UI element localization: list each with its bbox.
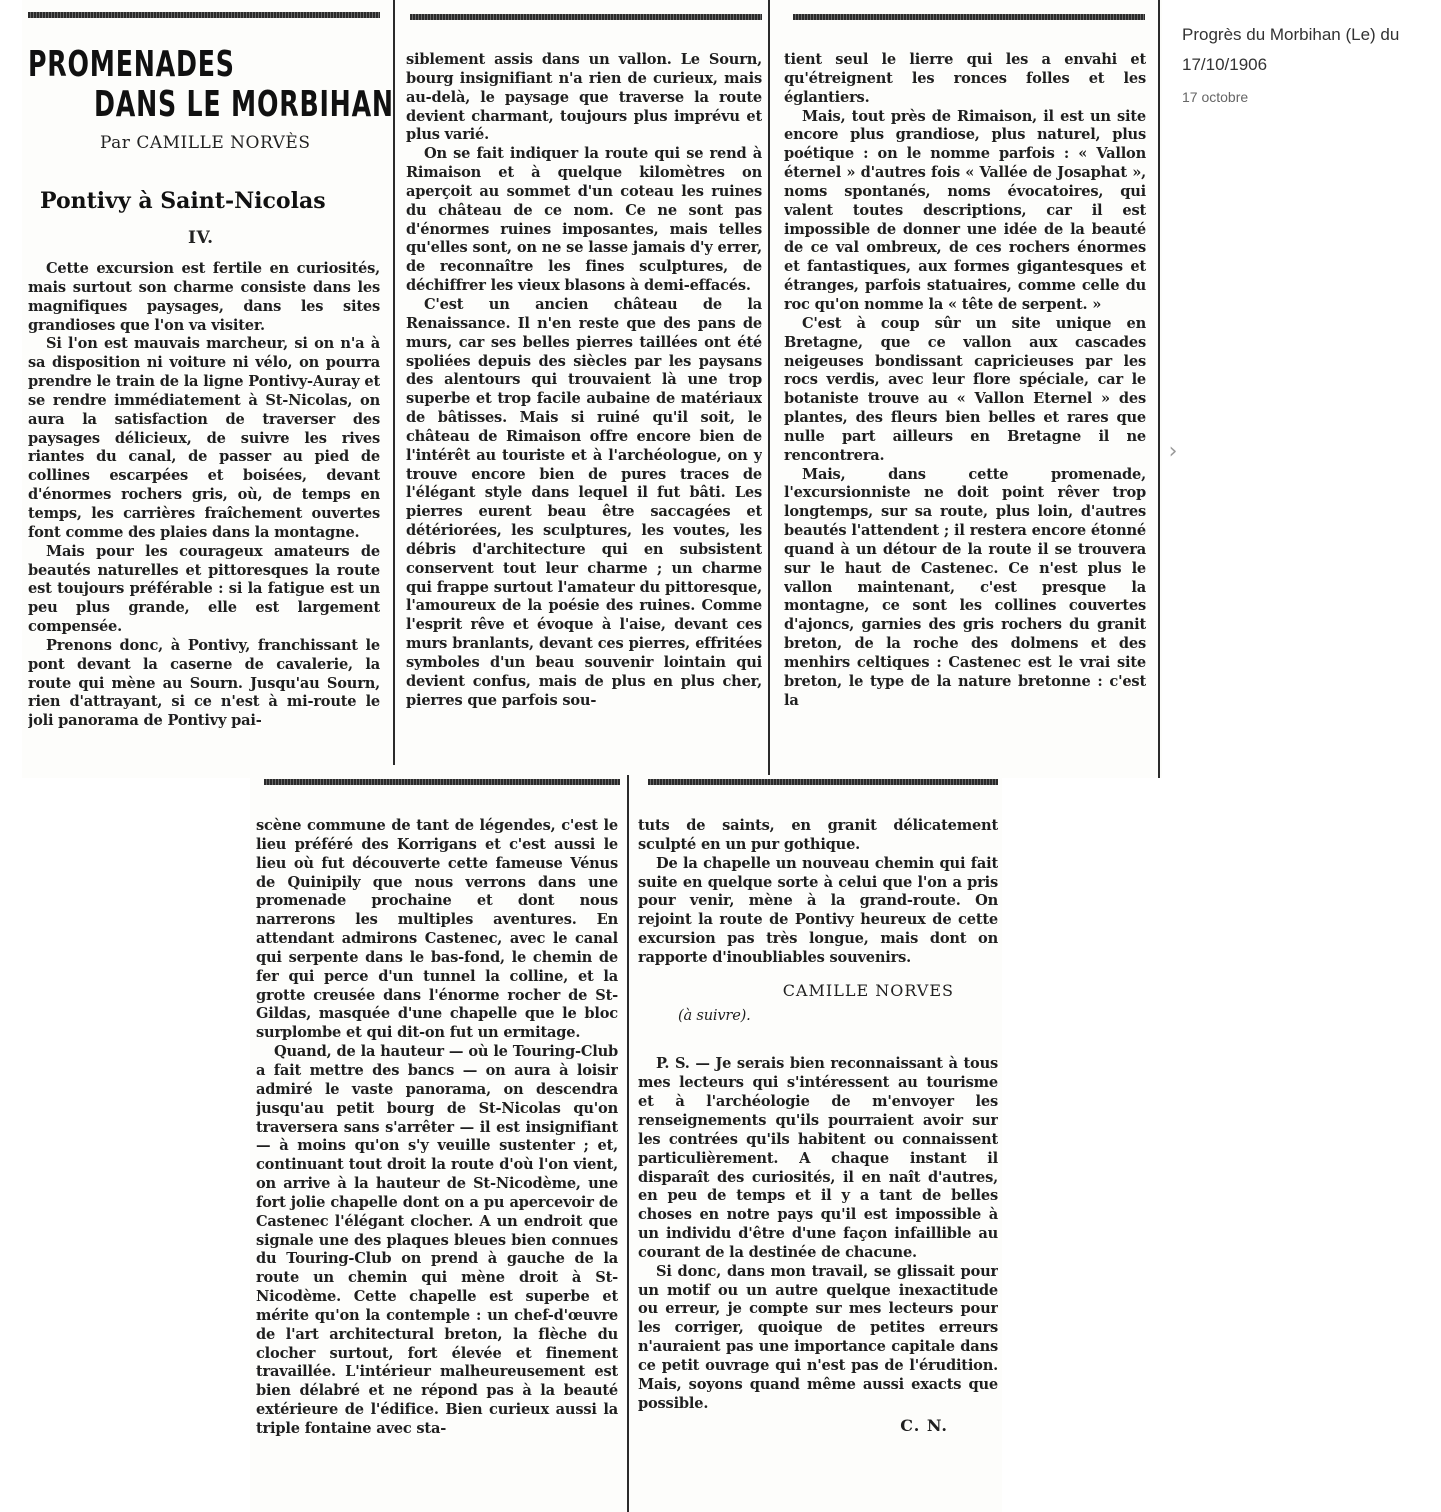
- headline-line1: PROMENADES: [28, 44, 235, 85]
- paragraph: On se fait indiquer la route qui se rend à Rimaison et à quelque kilomètres on aperçoit au sommet d'un coteau les ruines du château de ce nom. Ce ne sont pas d'énormes ruines imposantes, mais telles qu'elles sont, on ne se lasse jamais d'y errer, de reconnaître les fines sculptures, de déchiffrer les vieux blasons à demi-effacés.: [406, 145, 762, 295]
- paragraph: Mais, tout près de Rimaison, il est un site encore plus grandiose, plus naturel, plus poétique : on le nomme parfois : « Vallon éternel » d'autres fois « Vallée de Josaphat », noms spontanés, noms évocatoires, qui valent toutes descriptions, car il est impossible de donner une idée de la beauté de ce val ombreux, de ces rochers énormes et fantastiques, aux formes gigantesques et étranges, parfois statuaires, comme celle du roc qu'on nomme la « tête de serpent. »: [784, 107, 1146, 313]
- column-rule: [793, 14, 1145, 20]
- paragraph: Quand, de la hauteur — où le Touring-Club a fait mettre des bancs — on aura à loisir admiré le vaste panorama, on descendra jusqu'au petit bourg de St-Nicolas qu'on traversera sans s'arrêter — il est insignifiant — à moins qu'on s'y veuille sustenter ; et, continuant tout droit la route d'où l'on vient, on arrive à la hauteur de St-Nicodème, une fort jolie chapelle dont on a pu apercevoir de Castenec l'élégant clocher. A un endroit que signale une des plaques bleues bien connues du Touring-Club on prend à gauche de la route un chemin qui mène droit à St-Nicodème. Cette chapelle est superbe et mérite qu'on la contemple : un chef-d'œuvre de l'art architectural breton, la flèche du clocher surtout, fort élevée et finement travaillée. L'intérieur malheureusement est bien délabré et ne répond pas à la beauté extérieure de l'édifice. Bien curieux aussi la triple fontaine avec sta-: [256, 1043, 618, 1437]
- article-column-3: [784, 51, 1146, 757]
- article-column-2: [406, 51, 762, 756]
- paragraph: Prenons donc, à Pontivy, franchissant le pont devant la caserne de cavalerie, la route qui mène au Sourn. Jusqu'au Sourn, rien d'attrayant, si ce n'est à mi-route le joli panorama de Pontivy pai-: [28, 636, 380, 730]
- paragraph: Mais pour les courageux amateurs de beautés naturelles et pittoresques la route est toujours préférable : si la fatigue est un peu plus grande, elle est largement compensée.: [28, 542, 380, 636]
- paragraph: De la chapelle un nouveau chemin qui fait suite en quelque sorte à celui que l'on a pris pour venir, mène à la grand-route. On rejoint la route de Pontivy heureux de cette excursion pas très longue, mais dont on rapporte d'inoubliables souvenirs.: [638, 854, 998, 966]
- document-date: 17 octobre: [1182, 89, 1249, 105]
- column-rule: [648, 779, 998, 785]
- paragraph: tient seul le lierre qui les a envahi et qu'étreignent les ronces folles et les églantiers.: [784, 51, 1146, 106]
- paragraph: Si l'on est mauvais marcheur, si on n'a à sa disposition ni voiture ni vélo, on pourra prendre le train de la ligne Pontivy-Auray et se rendre immédiatement à St-Nicolas, on aura la satisfaction de traverser des paysages délicieux, de suivre les rives riantes du canal, de passer au pied de collines escarpées et boisées, devant d'énormes rochers gris, où, de temps en temps, les carrières fraîchement ouvertes font comme des plaies dans la montagne.: [28, 335, 380, 541]
- document-title: Progrès du Morbihan (Le) du 17/10/1906: [1182, 25, 1400, 74]
- part-number: IV.: [188, 228, 214, 248]
- postscript: P. S. — Je serais bien reconnaissant à tous mes lecteurs qui s'intéressent au tourisme et à l'archéologie de m'envoyer les renseignements qu'ils pourraient avoir sur les contrées qu'ils habitent ou connaissent particulièrement. A chaque instant il disparaît des curiosités, il en naît d'autres, en peu de temps et il y a tant de belles choses en notre pays qu'il est impossible à un individu d'être d'une façon infaillible au courant de la destinée de chacune.: [638, 1055, 998, 1261]
- byline: Par CAMILLE NORVÈS: [100, 133, 311, 153]
- column-divider: [768, 0, 770, 775]
- subtitle: Pontivy à Saint-Nicolas: [40, 188, 326, 214]
- paragraph: tuts de saints, en granit délicatement sculpté en un pur gothique.: [638, 817, 998, 853]
- article-column-1: [28, 260, 380, 755]
- article-column-5: [638, 817, 998, 1497]
- paragraph: C'est un ancien château de la Renaissance. Il n'en reste que des pans de murs, car ses belles pierres taillées ont été spoliées depuis des siècles par les paysans des alentours qui trouvaient là une trop superbe et trop facile aubaine de matériaux de bâtisses. Mais si ruiné qu'il soit, le château de Rimaison offre encore bien de l'intérêt au touriste et à l'archéologue, on y trouve encore bien de pures traces de l'élégant style dans lequel il fut bâti. Les pierres eurent beau être saccagées et détériorées, les sculptures, les voutes, les débris d'architecture qui en subsistent conservent tout leur charme ; un charme qui frappe surtout l'amateur du pittoresque, l'amoureux de la poésie des ruines. Comme l'esprit rêve et évoque à l'aise, devant ces murs branlants, devant ces pierres, effritées symboles d'un beau souvenir lointain qui devient confus, mais de plus en plus cher, pierres que parfois sou-: [406, 295, 762, 709]
- column-divider: [1158, 0, 1160, 778]
- headline-line2: DANS LE MORBIHAN: [94, 84, 394, 125]
- initials: C. N.: [900, 1416, 948, 1436]
- column-divider: [627, 775, 629, 1512]
- postscript: Si donc, dans mon travail, se glissait pour un motif ou un autre quelque inexactitude ou erreur, je compte sur mes lecteurs pour les corriger, quoique de petites erreurs n'auraient pas une importance capitale dans ce petit ouvrage qui n'est pas de l'érudition. Mais, soyons quand même aussi exacts que possible.: [638, 1262, 998, 1412]
- paragraph: C'est à coup sûr un site unique en Bretagne, que ce vallon aux cascades neigeuses bondissant capricieuses par les rocs verdis, avec leur flore spéciale, car le botaniste trouve au « Vallon Eternel » des plantes, des fleurs bien belles et rares que nulle part ailleurs en Bretagne il ne rencontrera.: [784, 314, 1146, 464]
- paragraph: Mais, dans cette promenade, l'excursionniste ne doit point rêver trop longtemps, sur sa route, plus loin, d'autres beautés l'attendent ; il restera encore étonné quand à un détour de la route il se trouvera sur le haut de Castenec. Ce n'est plus le vallon maintenant, c'est presque la montagne, ce sont les collines couvertes d'ajoncs, garnies des gris rochers du granit breton, de la roche des dolmens et des menhirs celtiques : Castenec est le vrai site breton, le type de la nature bretonne : c'est la: [784, 465, 1146, 709]
- column-rule: [28, 12, 380, 18]
- column-rule: [264, 779, 620, 785]
- paragraph: siblement assis dans un vallon. Le Sourn, bourg insignifiant n'a rien de curieux, mais au-delà, le paysage que traverse la route devient charmant, toujours plus imprévu et plus varié.: [406, 51, 762, 144]
- signature: CAMILLE NORVES: [782, 980, 954, 1000]
- clipping-bottom: [250, 775, 1002, 1512]
- clipping-top: [22, 0, 1162, 778]
- chevron-right-icon[interactable]: ›: [1168, 438, 1178, 464]
- to-follow: (à suivre).: [678, 1006, 751, 1024]
- paragraph: Cette excursion est fertile en curiosités, mais surtout son charme consiste dans les magnifiques paysages, dans les sites grandioses que l'on va visiter.: [28, 260, 380, 334]
- column-rule: [410, 14, 762, 20]
- article-column-4: [256, 817, 618, 1512]
- paragraph: scène commune de tant de légendes, c'est le lieu préféré des Korrigans et c'est aussi le lieu où fut découverte cette fameuse Vénus de Quinipily que nous verrons dans une promenade prochaine et dont nous narrerons les multiples aventures. En attendant admirons Castenec, avec le canal qui serpente dans le bas-fond, le chemin de fer qui perce d'un tunnel la colline, et la grotte creusée dans l'énorme rocher de St-Gildas, masquée d'une chapelle que le bloc surplombe et qui dit-on fut un ermitage.: [256, 817, 618, 1042]
